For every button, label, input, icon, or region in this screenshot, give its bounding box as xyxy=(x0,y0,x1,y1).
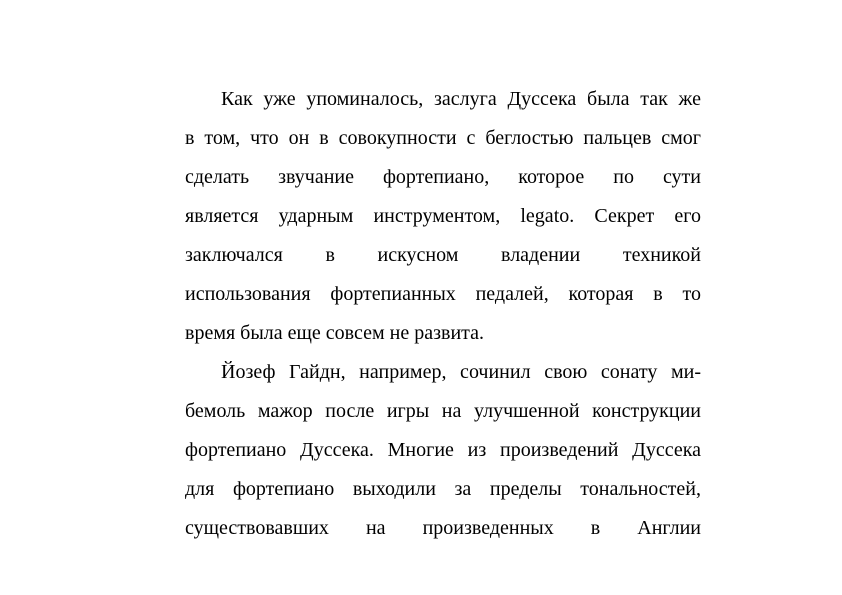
text-line: в том, что он в совокупности с беглостью пальцев смог xyxy=(185,127,701,149)
text-line: бемоль мажор после игры на улучшенной конструкции xyxy=(185,400,701,422)
text-line: заключался в искусном владении техникой xyxy=(185,244,701,266)
text-line: существовавших на произведенных в Англии xyxy=(185,517,701,539)
text-line: для фортепиано выходили за пределы тональностей, xyxy=(185,478,701,500)
paragraph-1 xyxy=(185,84,701,357)
body-text xyxy=(185,84,701,552)
text-line: является ударным инструментом, legato. Секрет его xyxy=(185,205,701,227)
text-line: время была еще совсем не развита. xyxy=(185,322,485,344)
paragraph-2 xyxy=(185,357,701,552)
text-line: использования фортепианных педалей, которая в то xyxy=(185,283,701,305)
text-line: Йозеф Гайдн, например, сочинил свою сонату ми- xyxy=(221,361,701,383)
text-line: сделать звучание фортепиано, которое по сути xyxy=(185,166,701,188)
text-line: фортепиано Дуссека. Многие из произведений Дуссека xyxy=(185,439,701,461)
text-line: Как уже упоминалось, заслуга Дуссека была так же xyxy=(221,88,701,110)
